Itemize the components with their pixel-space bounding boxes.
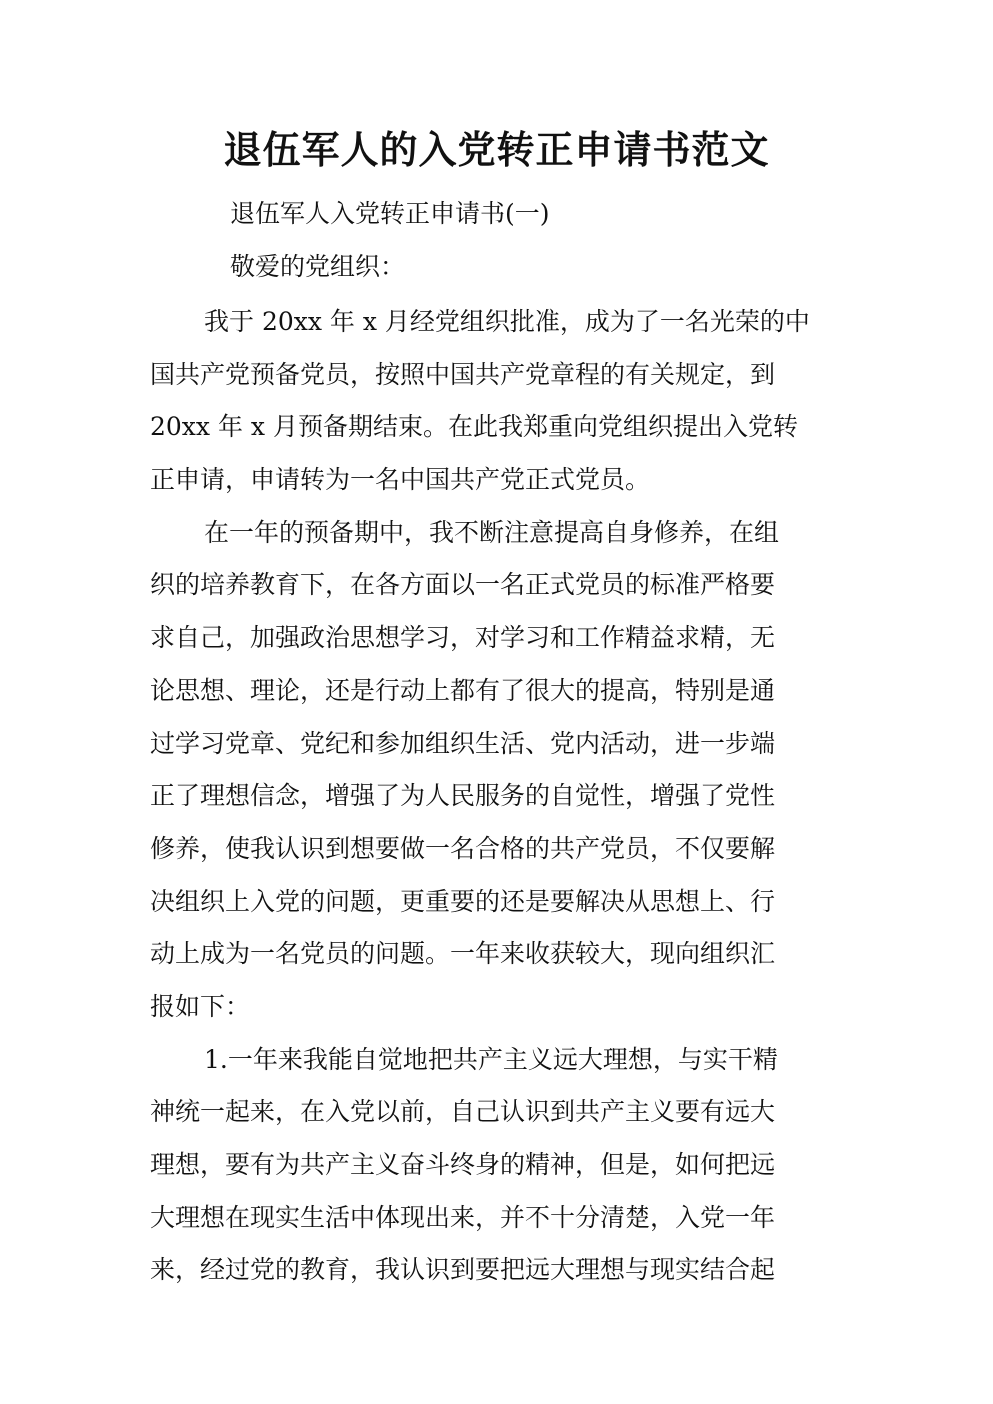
text-line: 大理想在现实生活中体现出来，并不十分清楚，入党一年 <box>150 1202 776 1232</box>
text-line: 求自己，加强政治思想学习，对学习和工作精益求精，无 <box>150 623 776 653</box>
text-line: 决组织上入党的问题，更重要的还是要解决从思想上、行 <box>150 886 776 916</box>
text-line: 动上成为一名党员的问题。一年来收获较大，现向组织汇 <box>150 939 776 969</box>
document-title: 退伍军人的入党转正申请书范文 <box>223 127 770 172</box>
text-line: 在一年的预备期中，我不断注意提高自身修养，在组 <box>204 517 780 547</box>
text-line: 正了理想信念，增强了为人民服务的自觉性，增强了党性 <box>150 781 776 811</box>
text-line: 来，经过党的教育，我认识到要把远大理想与现实结合起 <box>150 1255 776 1285</box>
paragraph-1 <box>150 296 830 507</box>
text-line: 国共产党预备党员，按照中国共产党章程的有关规定，到 <box>150 359 776 389</box>
paragraph-3 <box>150 1034 830 1297</box>
text-line: 正申请，申请转为一名中国共产党正式党员。 <box>150 465 651 495</box>
text-line: 织的培养教育下，在各方面以一名正式党员的标准严格要 <box>150 570 776 600</box>
text-line: 1.一年来我能自觉地把共产主义远大理想，与实干精 <box>204 1044 778 1074</box>
text-line: 论思想、理论，还是行动上都有了很大的提高，特别是通 <box>150 675 776 705</box>
text-line: 理想，要有为共产主义奋斗终身的精神，但是，如何把远 <box>150 1150 776 1179</box>
document-subtitle: 退伍军人入党转正申请书(一) <box>230 199 550 228</box>
text-line: 报如下： <box>150 991 251 1021</box>
salutation: 敬爱的党组织： <box>230 252 406 281</box>
text-line: 20xx 年 x 月预备期结束。在此我郑重向党组织提出入党转 <box>150 412 798 442</box>
text-line: 我于 20xx 年 x 月经党组织批准，成为了一名光荣的中 <box>204 307 810 336</box>
text-line: 修养，使我认识到想要做一名合格的共产党员，不仅要解 <box>150 833 776 863</box>
paragraph-2 <box>150 507 830 1034</box>
text-line: 过学习党章、党纪和参加组织生活、党内活动，进一步端 <box>150 728 776 758</box>
document-body <box>150 296 830 1297</box>
text-line: 神统一起来，在入党以前，自己认识到共产主义要有远大 <box>150 1097 776 1127</box>
